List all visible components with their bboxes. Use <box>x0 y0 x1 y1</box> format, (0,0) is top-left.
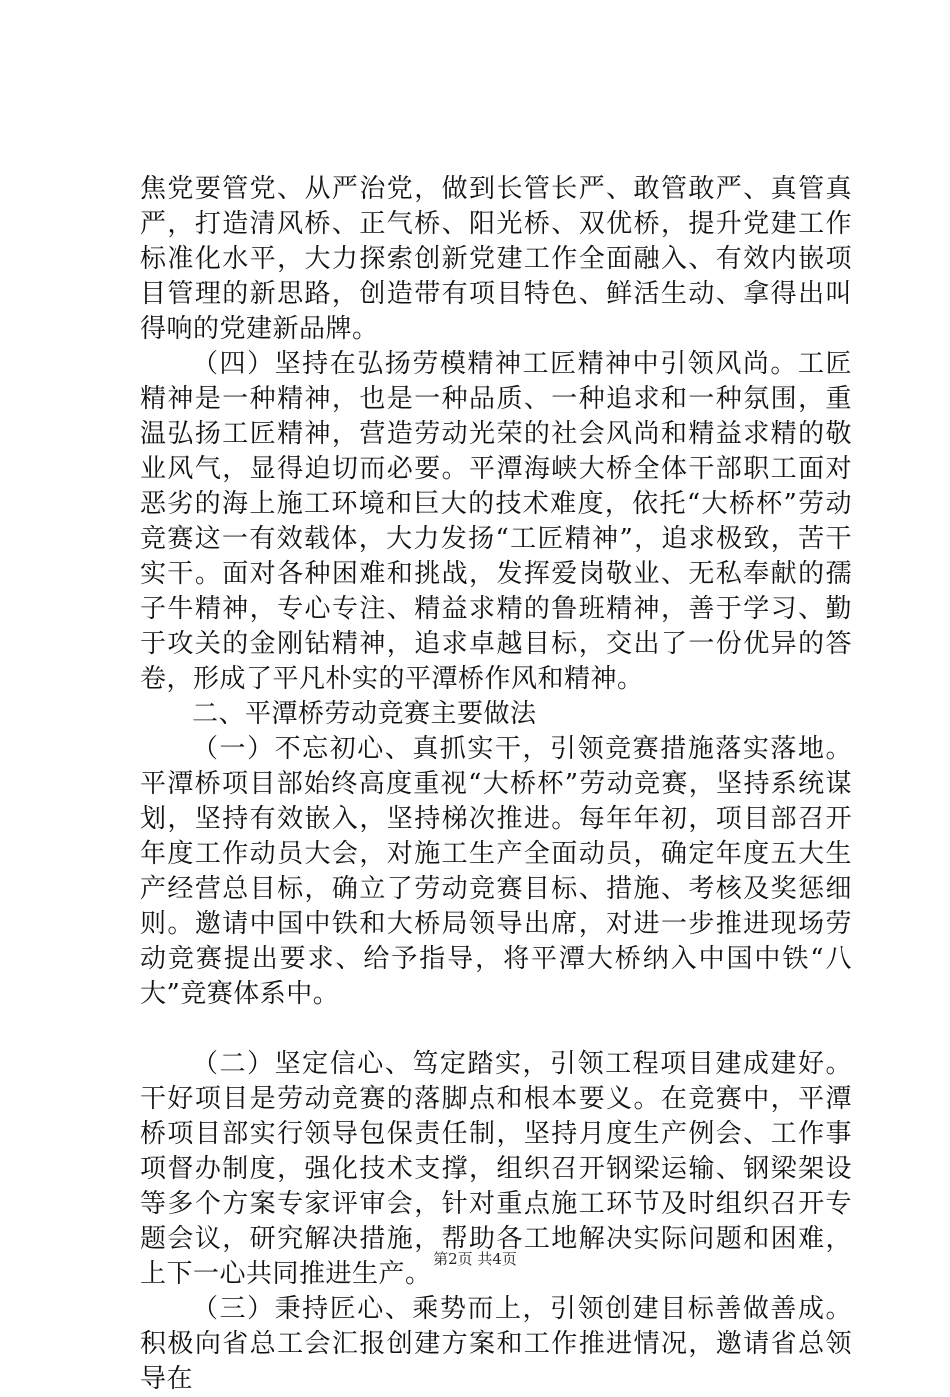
paragraph-practice-three: （三）秉持匠心、乘势而上，引领创建目标善做善成。积极向省总工会汇报创建方案和工作推进情况，邀请省总领导在 <box>140 1294 852 1394</box>
paragraph-craftsman-spirit: （四）坚持在弘扬劳模精神工匠精神中引领风尚。工匠精神是一种精神，也是一种品质、一种追求和一种氛围，重温弘扬工匠精神，营造劳动光荣的社会风尚和精益求精的敬业风气，显得迫切而必要。平潭海峡大桥全体干部职工面对恶劣的海上施工环境和巨大的技术难度，依托“大桥杯”劳动竞赛这一有效载体，大力发扬“工匠精神”，追求极致，苦干实干。面对各种困难和挑战，发挥爱岗敬业、无私奉献的孺子牛精神，专心专注、精益求精的鲁班精神，善于学习、勤于攻关的金刚钻精神，追求卓越目标，交出了一份优异的答卷，形成了平凡朴实的平潭桥作风和精神。 <box>140 349 852 694</box>
paragraph-practice-two: （二）坚定信心、笃定踏实，引领工程项目建成建好。干好项目是劳动竞赛的落脚点和根本要义。在竞赛中，平潭桥项目部实行领导包保责任制，坚持月度生产例会、工作事项督办制度，强化技术支撑，组织召开钢梁运输、钢梁架设等多个方案专家评审会，针对重点施工环节及时组织召开专题会议，研究解决措施，帮助各工地解决实际问题和困难，上下一心共同推进生产。 <box>140 1049 852 1289</box>
paragraph-party-building: 焦党要管党、从严治党，做到长管长严、敢管敢严、真管真严，打造清风桥、正气桥、阳光桥、双优桥，提升党建工作标准化水平，大力探索创新党建工作全面融入、有效内嵌项目管理的新思路，创造带有项目特色、鲜活生动、拿得出叫得响的党建新品牌。 <box>140 174 852 344</box>
document-body <box>140 172 852 1397</box>
page-number-footer: 第2页 共4页 <box>433 1250 517 1268</box>
section-heading-main-practices: 二、平潭桥劳动竞赛主要做法 <box>192 699 537 729</box>
paragraph-practice-one: （一）不忘初心、真抓实干，引领竞赛措施落实落地。平潭桥项目部始终高度重视“大桥杯”劳动竞赛，坚持系统谋划，坚持有效嵌入，坚持梯次推进。每年年初，项目部召开年度工作动员大会，对施工生产全面动员，确定年度五大生产经营总目标，确立了劳动竞赛目标、措施、考核及奖惩细则。邀请中国中铁和大桥局领导出席，对进一步推进现场劳动竞赛提出要求、给予指导，将平潭大桥纳入中国中铁“八大”竞赛体系中。 <box>140 734 852 1009</box>
